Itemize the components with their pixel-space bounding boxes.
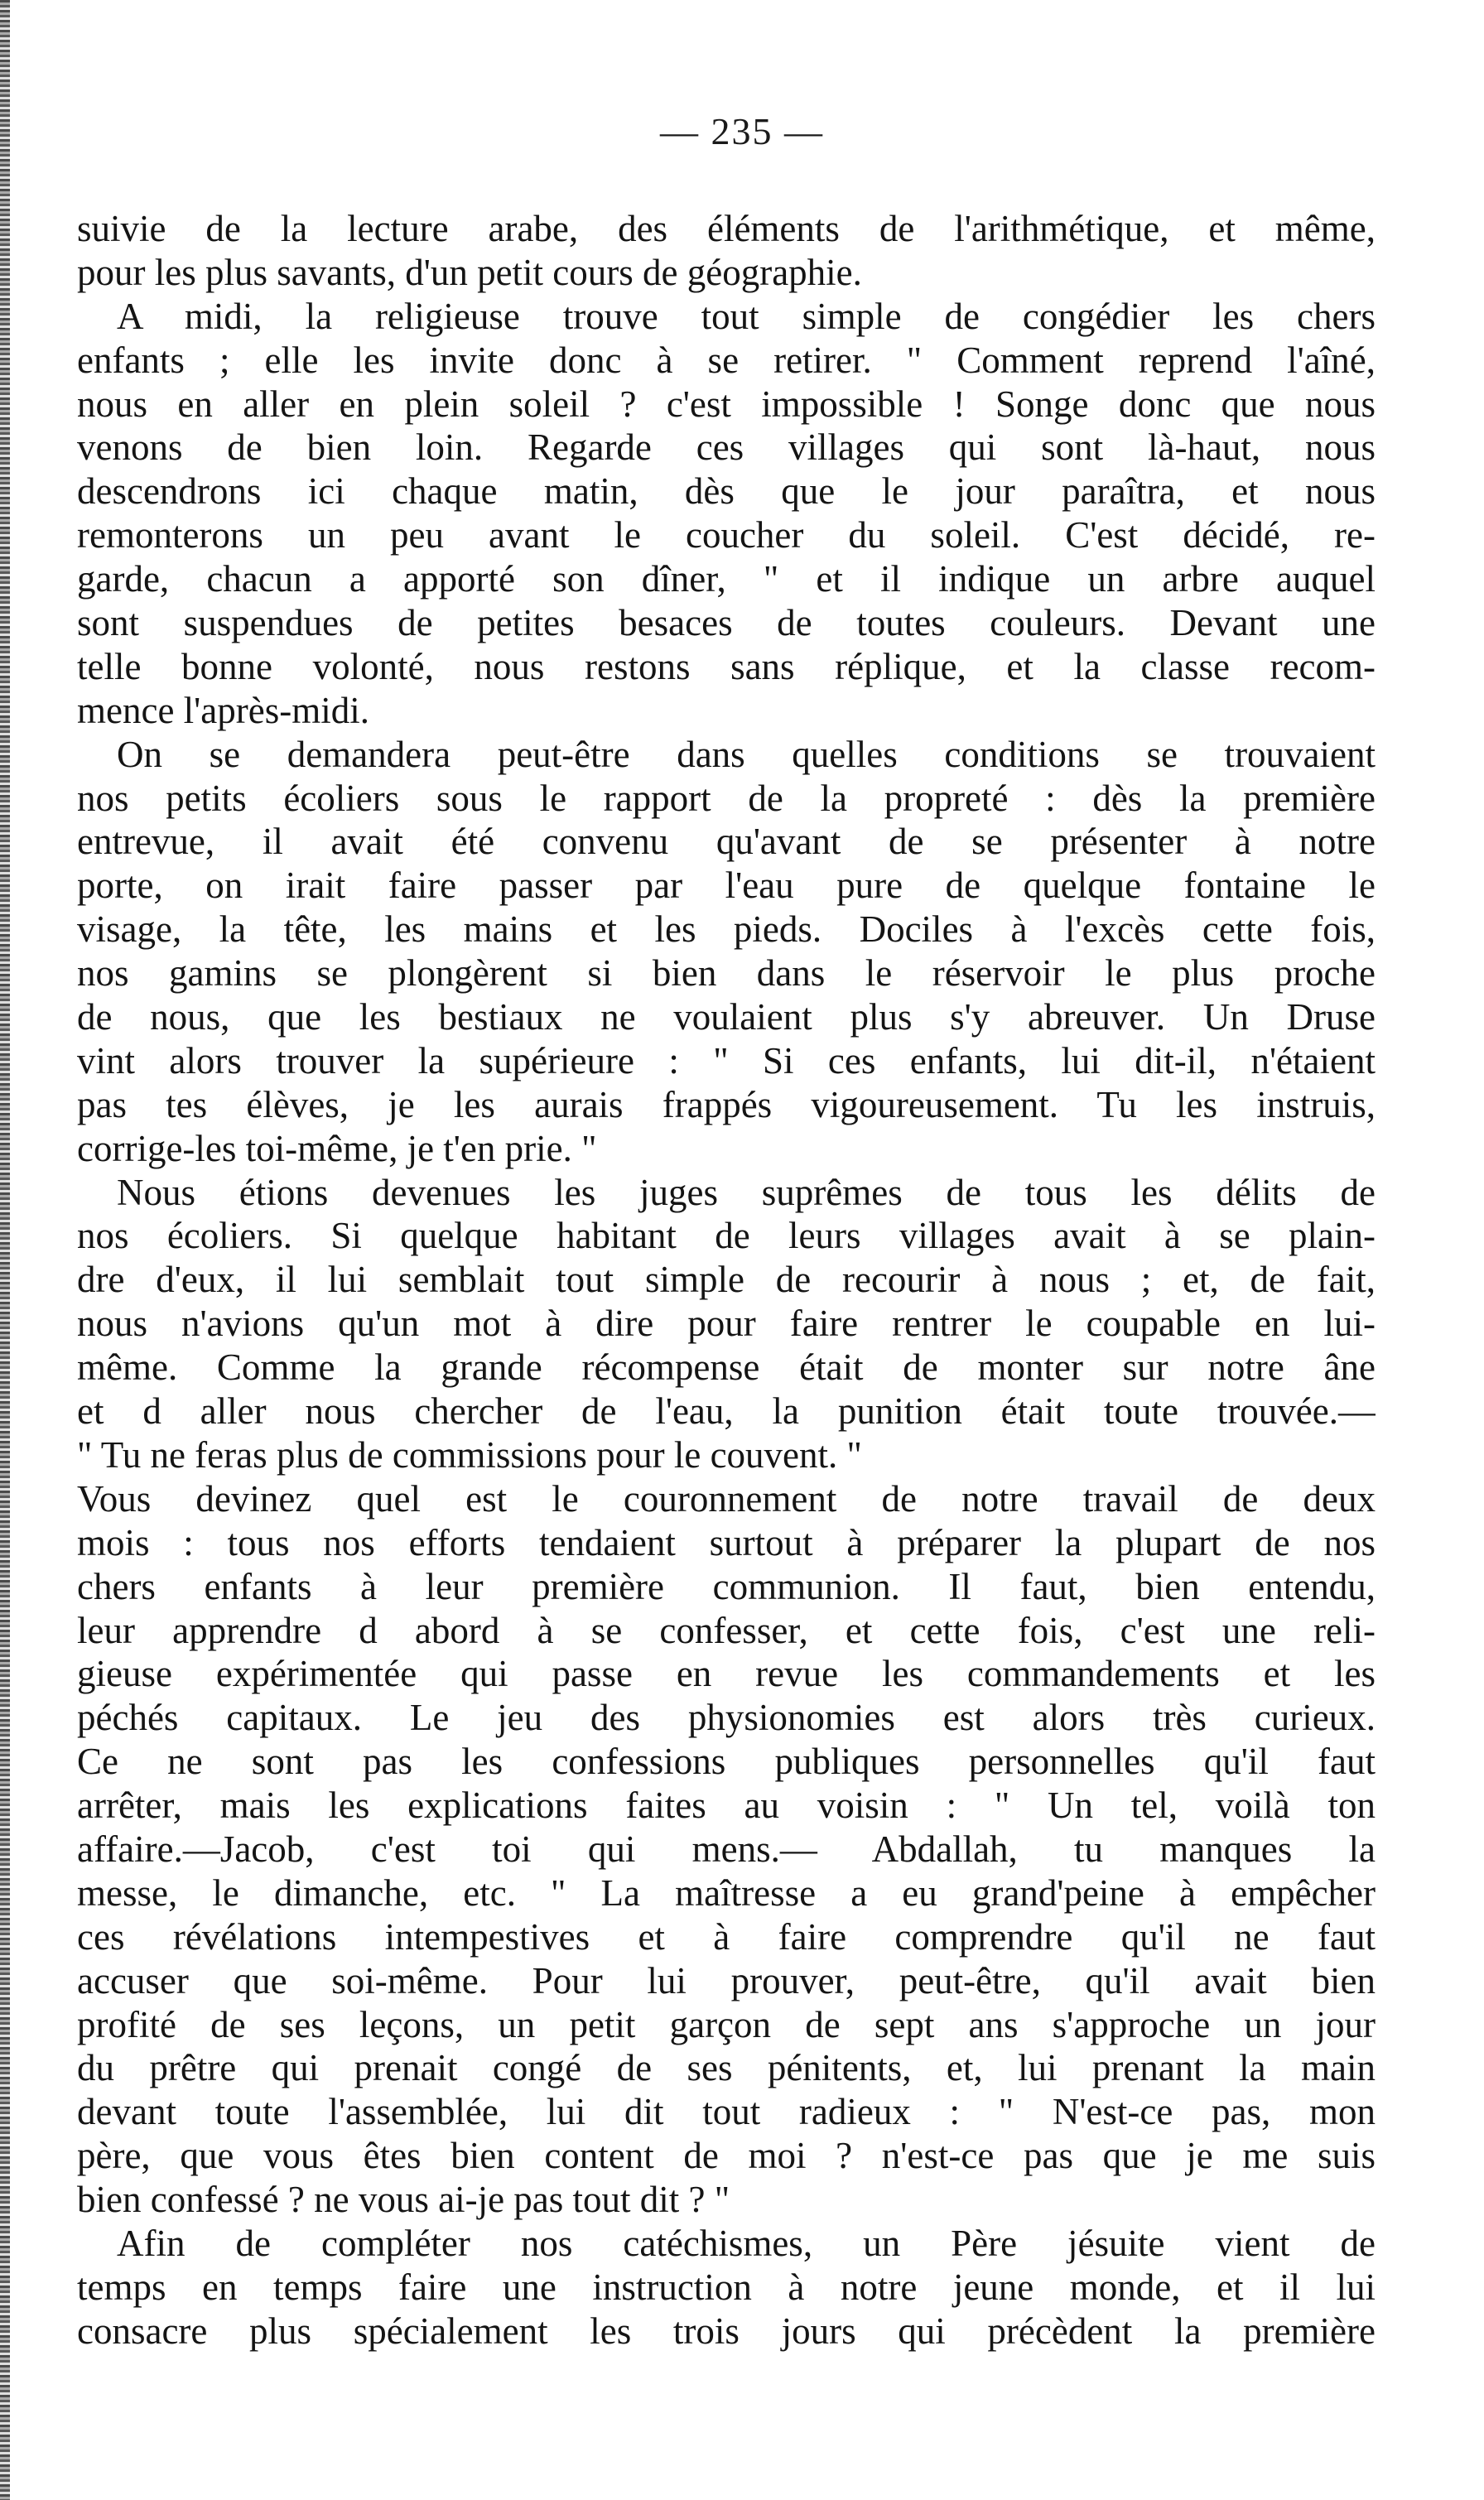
text-line: Ce ne sont pas les confessions publiques personnelles qu'il faut — [77, 1741, 1376, 1783]
text-line: arrêter, mais les explications faites au voisin : " Un tel, voilà ton — [77, 1785, 1376, 1827]
text-line: consacre plus spécialement les trois jours qui précèdent la première — [77, 2310, 1376, 2352]
page-number: — 235 — — [660, 110, 824, 152]
text-line: de nous, que les bestiaux ne voulaient plus s'y abreuver. Un Druse — [77, 996, 1376, 1038]
text-line: ces révélations intempestives et à faire comprendre qu'il ne faut — [77, 1915, 1376, 1958]
text-line: mois : tous nos efforts tendaient surtout à préparer la plupart de nos — [77, 1521, 1376, 1563]
text-line: même. Comme la grande récompense était de monter sur notre âne — [77, 1346, 1376, 1389]
text-line: Afin de compléter nos catéchismes, un Père jésuite vient de — [117, 2222, 1376, 2264]
text-line: pas tes élèves, je les aurais frappés vigoureusement. Tu les instruis, — [77, 1083, 1376, 1125]
text-line: nos petits écoliers sous le rapport de la propreté : dès la première — [77, 777, 1376, 819]
text-line: profité de ses leçons, un petit garçon de sept ans s'approche un jour — [77, 2003, 1376, 2045]
text-line: devant toute l'assemblée, lui dit tout radieux : " N'est-ce pas, mon — [77, 2091, 1376, 2133]
text-line: entrevue, il avait été convenu qu'avant de se présenter à notre — [77, 821, 1376, 863]
text-line: temps en temps faire une instruction à notre jeune monde, et il lui — [77, 2266, 1376, 2308]
text-line: garde, chacun a apporté son dîner, " et il indique un arbre auquel — [77, 558, 1376, 600]
text-line: Nous étions devenues les juges suprêmes de tous les délits de — [117, 1171, 1376, 1213]
text-line: bien confessé ? ne vous ai-je pas tout dit ? " — [77, 2179, 730, 2221]
text-line: telle bonne volonté, nous restons sans réplique, et la classe recom- — [77, 645, 1376, 687]
paragraph — [77, 2222, 1376, 2353]
text-line: visage, la tête, les mains et les pieds. Dociles à l'excès cette fois, — [77, 908, 1376, 951]
text-line: nous n'avions qu'un mot à dire pour faire rentrer le coupable en lui- — [77, 1303, 1376, 1345]
text-line: nos gamins se plongèrent si bien dans le réservoir le plus proche — [77, 952, 1376, 995]
text-line: pour les plus savants, d'un petit cours de géographie. — [77, 251, 862, 293]
text-line: porte, on irait faire passer par l'eau pure de quelque fontaine le — [77, 865, 1376, 907]
text-line: " Tu ne feras plus de commissions pour le couvent. " — [77, 1433, 862, 1476]
text-line: nous en aller en plein soleil ? c'est impossible ! Songe donc que nous — [77, 383, 1376, 425]
text-line: enfants ; elle les invite donc à se retirer. " Comment reprend l'aîné, — [77, 339, 1376, 381]
text-line: Vous devinez quel est le couronnement de notre travail de deux — [77, 1477, 1376, 1520]
text-line: du prêtre qui prenait congé de ses pénitents, et, lui prenant la main — [77, 2047, 1376, 2089]
text-line: affaire.—Jacob, c'est toi qui mens.— Abdallah, tu manques la — [77, 1828, 1376, 1870]
text-line: leur apprendre d abord à se confesser, et cette fois, c'est une reli- — [77, 1609, 1376, 1651]
text-line: nos écoliers. Si quelque habitant de leurs villages avait à se plain- — [77, 1215, 1376, 1257]
text-line: gieuse expérimentée qui passe en revue les commandements et les — [77, 1653, 1376, 1695]
text-line: On se demandera peut-être dans quelles conditions se trouvaient — [117, 733, 1376, 775]
text-line: descendrons ici chaque matin, dès que le jour paraîtra, et nous — [77, 470, 1376, 513]
text-line: sont suspendues de petites besaces de toutes couleurs. Devant une — [77, 602, 1376, 644]
paragraph — [77, 1477, 1376, 2222]
paragraph — [77, 295, 1376, 733]
body-text — [77, 207, 1376, 2353]
text-line: corrige-les toi-même, je t'en prie. " — [77, 1127, 597, 1169]
text-line: messe, le dimanche, etc. " La maîtresse a eu grand'peine à empêcher — [77, 1871, 1376, 1914]
paragraph — [77, 733, 1376, 1171]
text-line: père, que vous êtes bien content de moi ? n'est-ce pas que je me suis — [77, 2135, 1376, 2177]
text-line: accuser que soi-même. Pour lui prouver, peut-être, qu'il avait bien — [77, 1959, 1376, 2001]
text-line: mence l'après-midi. — [77, 689, 369, 731]
paragraph — [77, 1171, 1376, 1477]
text-line: venons de bien loin. Regarde ces villages qui sont là-haut, nous — [77, 426, 1376, 469]
text-line: suivie de la lecture arabe, des éléments de l'arithmétique, et même, — [77, 208, 1376, 249]
text-line: chers enfants à leur première communion. Il faut, bien entendu, — [77, 1565, 1376, 1607]
text-line: dre d'eux, il lui semblait tout simple de recourir à nous ; et, de fait, — [77, 1259, 1376, 1301]
paragraph — [77, 207, 1376, 295]
text-line: vint alors trouver la supérieure : " Si ces enfants, lui dit-il, n'étaient — [77, 1039, 1376, 1081]
text-line: et d aller nous chercher de l'eau, la punition était toute trouvée.— — [77, 1390, 1376, 1433]
page-binding-edge — [0, 0, 10, 2500]
text-line: péchés capitaux. Le jeu des physionomies est alors très curieux. — [77, 1697, 1376, 1739]
text-line: A midi, la religieuse trouve tout simple de congédier les chers — [117, 295, 1376, 337]
text-line: remonterons un peu avant le coucher du soleil. C'est décidé, re- — [77, 514, 1376, 556]
